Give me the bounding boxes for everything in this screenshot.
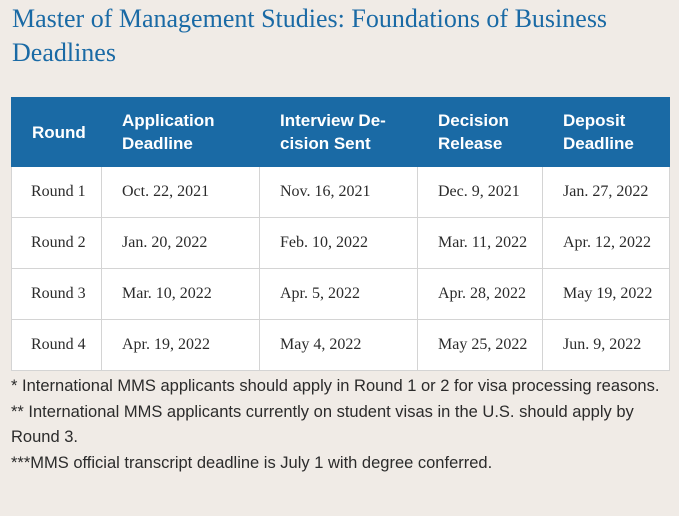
decision-release-cell: May 25, 2022 xyxy=(418,320,543,371)
application-deadline-cell: Oct. 22, 2021 xyxy=(102,167,260,218)
interview-decision-cell: Feb. 10, 2022 xyxy=(260,218,418,269)
column-header-interview-decision-sent: Interview Decision Sent xyxy=(260,98,418,167)
column-header-application-deadline: Application Deadline xyxy=(102,98,260,167)
application-deadline-cell: Mar. 10, 2022 xyxy=(102,269,260,320)
table-row xyxy=(12,218,670,269)
interview-decision-cell: May 4, 2022 xyxy=(260,320,418,371)
footnote-student-visa: ** International MMS applicants currently on student visas in the U.S. should apply by Round 3. xyxy=(11,402,634,446)
table-row xyxy=(12,269,670,320)
footnote-visa-round: * International MMS applicants should apply in Round 1 or 2 for visa processing reasons. xyxy=(11,377,660,395)
column-header-decision-release: Decision Release xyxy=(418,98,543,167)
round-cell: Round 2 xyxy=(12,218,102,269)
deposit-deadline-cell: May 19, 2022 xyxy=(543,269,670,320)
round-cell: Round 1 xyxy=(12,167,102,218)
table-header-row xyxy=(12,98,670,167)
deposit-deadline-cell: Jun. 9, 2022 xyxy=(543,320,670,371)
deposit-deadline-cell: Apr. 12, 2022 xyxy=(543,218,670,269)
column-header-deposit-deadline: Deposit Deadline xyxy=(543,98,670,167)
footnote-transcript-deadline: ***MMS official transcript deadline is July 1 with degree conferred. xyxy=(11,453,493,472)
decision-release-cell: Mar. 11, 2022 xyxy=(418,218,543,269)
column-header-round: Round xyxy=(12,98,102,167)
page-title: Master of Management Studies: Foundations of Business Deadlines xyxy=(12,4,608,67)
footnotes xyxy=(11,374,671,476)
deadlines-table xyxy=(11,97,670,371)
round-cell: Round 4 xyxy=(12,320,102,371)
decision-release-cell: Dec. 9, 2021 xyxy=(418,167,543,218)
decision-release-cell: Apr. 28, 2022 xyxy=(418,269,543,320)
interview-decision-cell: Nov. 16, 2021 xyxy=(260,167,418,218)
round-cell: Round 3 xyxy=(12,269,102,320)
application-deadline-cell: Jan. 20, 2022 xyxy=(102,218,260,269)
application-deadline-cell: Apr. 19, 2022 xyxy=(102,320,260,371)
table-row xyxy=(12,320,670,371)
deposit-deadline-cell: Jan. 27, 2022 xyxy=(543,167,670,218)
table-row xyxy=(12,167,670,218)
interview-decision-cell: Apr. 5, 2022 xyxy=(260,269,418,320)
